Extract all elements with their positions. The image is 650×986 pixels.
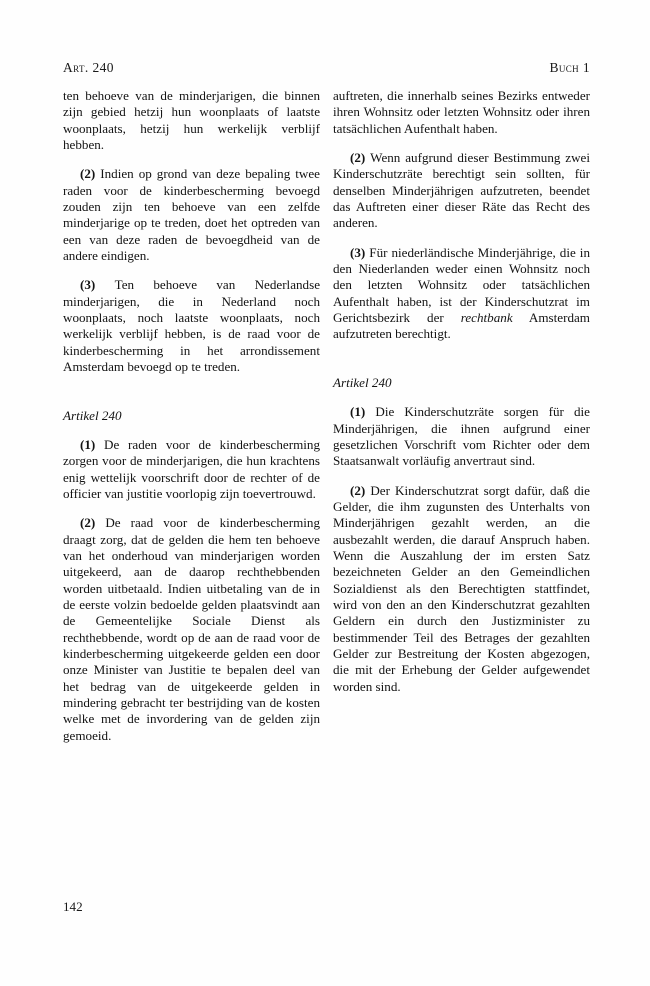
running-head-right: Buch 1 [549,60,590,75]
column-dutch [63,88,320,744]
dutch-paragraph-3 [63,277,320,375]
paragraph-text: Der Kinderschutzrat sorgt dafür, daß die Gelder, die ihm zugunsten des Unterhalts von Minderjährigen gezahlt werden, an die ausbezahlt werden, die darauf Anspruch haben. Wenn die Auszahlung der im ersten Satz bezeichneten Gelder an den Gemeindlichen Sozialdienst als den Berechtigten stattfindet, wird von den an den Kinderschutzrat gezahlten Geldern ein durch den Justizminister zu bestimmender Teil des Betrages der gezahlten Gelder zur Bestreitung der Kosten abgezogen, die mit der Erhebung der Gelder aufgewendet worden sind. [333,482,590,694]
paragraph-number: (2) [80,515,106,531]
german-article-heading: Artikel 240 [333,374,392,390]
paragraph-text-before-italic: Für niederländische Minderjährige, die in den Niederlanden weder einen Wohnsitz noch den letzten Wohnsitz oder tatsächlichen Aufenthalt haben, ist der Kinderschutzrat im Gerichtsbezirk der [333,244,590,326]
german-paragraph-3 [333,245,590,343]
paragraph-text: Wenn aufgrund dieser Bestimmung zwei Kinderschutzräte berechtigt sein sollten, für denselben Minderjährigen aufzutreten, beendet das Auftreten einer dieser Räte das Recht des anderen. [333,150,590,231]
running-head-left: Art. 240 [63,60,114,75]
paragraph-number: (2) [350,482,371,498]
paragraph-number: (1) [350,404,376,420]
paragraph-text: De raden voor de kinderbescherming zorgen voor de minderjarigen, die hun krachtens enig wettelijk voorschrift door de rechter of de officier van justitie voorlopig zijn toevertrouwd. [63,436,321,501]
paragraph-number: (3) [80,277,115,293]
italic-legal-term: rechtbank [460,310,513,326]
heading-spacer [333,356,590,375]
paragraph-text-after-italic: Amsterdam aufzutreten berechtigt. [333,310,590,342]
german-continued-paragraph: auftreten, die innerhalb seines Bezirks entweder ihren Wohnsitz oder letzten Wohnsitz oder ihren tatsächlichen Aufenthalt haben. [333,88,590,136]
dutch-article-heading: Artikel 240 [63,407,122,423]
paragraph-number: (2) [80,166,101,182]
paragraph-text: Indien op grond van deze bepaling twee raden voor de kinderbescherming bevoegd zouden zijn ten behoeve van een zelfde minderjarige op te treden, doet het optreden van een van deze raden de bevoegdheid van de andere eindigen. [63,166,320,264]
dutch-article-paragraph-1 [63,437,320,502]
dutch-continued-paragraph: ten behoeve van de minderjarigen, die binnen zijn gebied hetzij hun woonplaats of laatste woonplaats, hetzij hun werkelijk verblijf hebben. [63,88,320,153]
dutch-paragraph-2 [63,166,320,264]
body-columns [63,88,590,744]
german-paragraph-2 [333,150,590,232]
dutch-article-paragraph-2 [63,515,320,744]
paragraph-text: Die Kinderschutzräte sorgen für die Minderjährigen, die ihnen aufgrund einer gesetzlichen Vorschrift vom Richter oder dem Staatsanwalt vorläufig anvertraut sind. [333,404,590,469]
german-article-paragraph-1 [333,404,590,469]
column-german [333,88,590,744]
page-number: 142 [63,899,83,914]
german-article-paragraph-2 [333,483,590,695]
paragraph-number: (1) [80,436,105,452]
paragraph-text: De raad voor de kinderbescherming draagt zorg, dat de gelden die hem ten behoeve van het onderhoud van minderjarigen worden uitgekeerd, aan de daarop rechthebbenden worden uitbetaald. Indien uitbetaling van de in de eerste volzin bedoelde gelden plaatsvindt aan de Gemeentelijke Sociale Dienst als rechthebbende, wordt op de aan de raad voor de kinderbescherming uitgekeerde gelden een door onze Minister van Justitie te bepalen deel van het bedrag van de uitgekeerde gelden in mindering gebracht ter bestrijding van de kosten welke met de invordering van de gelden zijn gemoeid. [63,515,320,743]
paragraph-number: (3) [350,244,370,260]
running-head [63,60,590,78]
paragraph-number: (2) [350,150,371,166]
heading-spacer [63,389,320,408]
paragraph-text: Ten behoeve van Nederlandse minderjarigen, die in Nederland noch woonplaats, noch laatste woonplaats, noch werkelijk verblijf hebben, is de raad voor de kinderbescherming in het arrondissement Amsterdam bevoegd op te treden. [63,277,321,375]
